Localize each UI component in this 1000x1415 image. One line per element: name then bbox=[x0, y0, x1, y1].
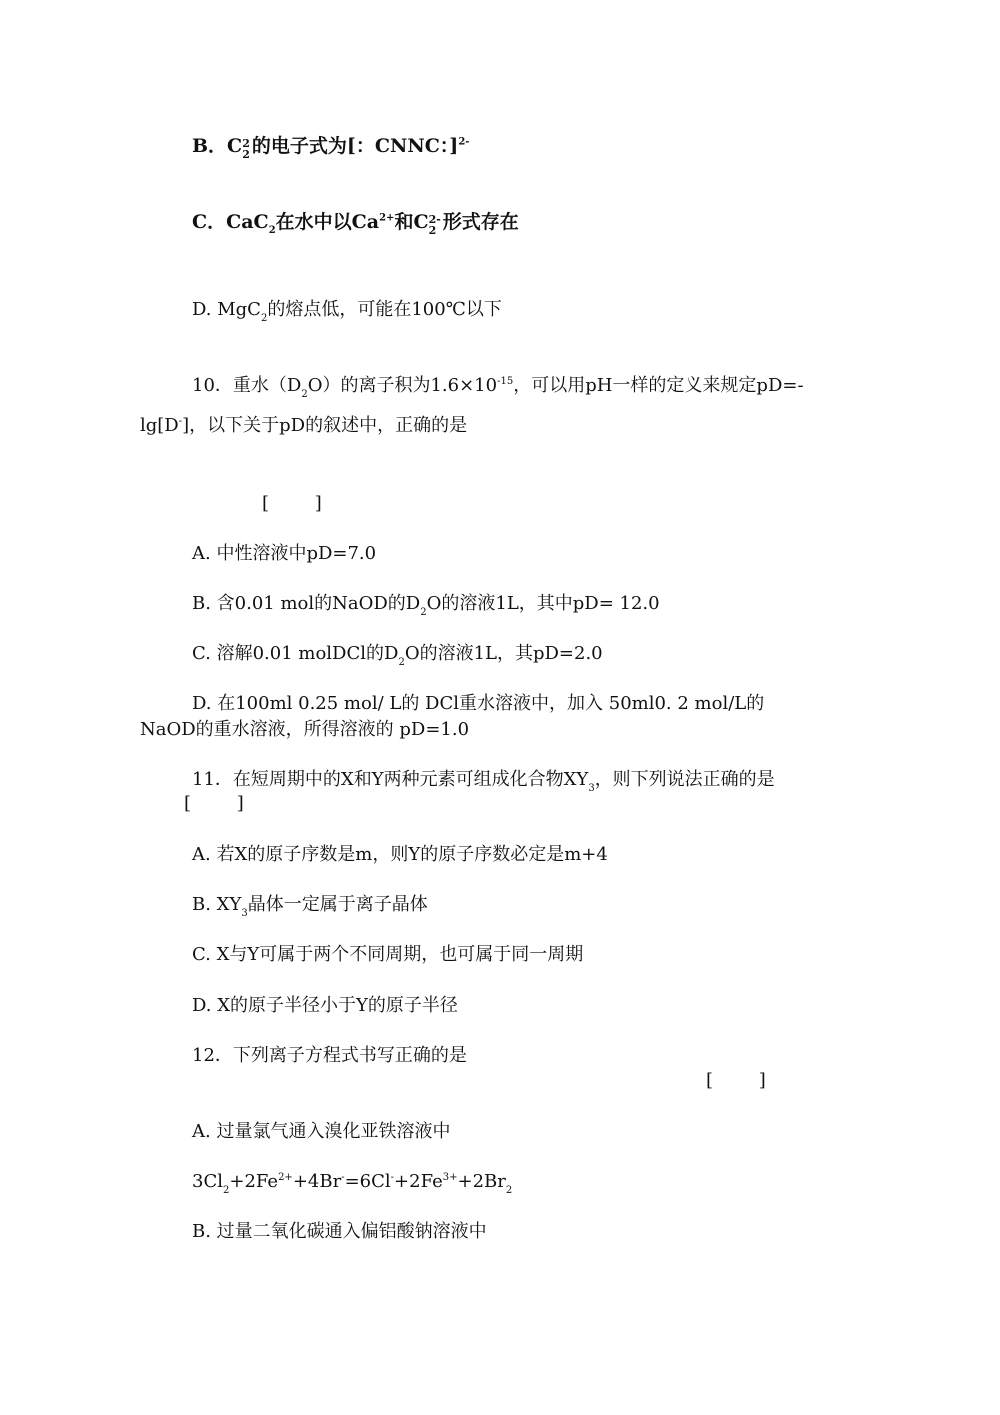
q9-option-d: D. MgC$_2$的熔点低，可能在100℃以下 bbox=[192, 299, 502, 324]
q9-option-c: C．CaC$_2$在水中以$Ca^{2+}$和C 2- 2 形式存在 bbox=[192, 211, 519, 237]
q10-option-d-line1: D. 在100ml 0.25 mol/ L的 DCl重水溶液中，加入 50ml0. 2 mol/L的 bbox=[192, 693, 765, 714]
q10-stem-line2: lg[D-]，以下关于pD的叙述中，正确的是 bbox=[140, 415, 468, 436]
q10-option-d-line2: NaOD的重水溶液，所得溶液的 pD=1.0 bbox=[140, 719, 470, 740]
q12-stem: 12．下列离子方程式书写正确的是 bbox=[192, 1045, 467, 1066]
q12-option-b: B. 过量二氧化碳通入偏铝酸钠溶液中 bbox=[192, 1221, 487, 1242]
q11-option-d: D. X的原子半径小于Y的原子半径 bbox=[192, 995, 458, 1016]
q11-option-c: C. X与Y可属于两个不同周期，也可属于同一周期 bbox=[192, 944, 584, 965]
q11-stem: 11．在短周期中的X和Y两种元素可组成化合物$XY_3$，则下列说法正确的是 bbox=[192, 769, 775, 794]
q10-option-a: A. 中性溶液中pD=7.0 bbox=[192, 543, 377, 564]
q11-option-b: B. $XY_3$晶体一定属于离子晶体 bbox=[192, 894, 428, 919]
q11-answer-bracket: [ ] bbox=[184, 793, 244, 814]
q10-answer-bracket: [ ] bbox=[262, 493, 322, 514]
q10-option-b: B. 含0.01 mol的NaOD的$D_2O$的溶液1L，其中pD= 12.0 bbox=[192, 593, 660, 618]
q11-option-a: A. 若X的原子序数是m，则Y的原子序数必定是m+4 bbox=[192, 844, 608, 865]
q12-option-a-equation: $3Cl_2+2Fe^{2+}+4Br^-=6Cl^-+2Fe^{3+}+2Br_2$ bbox=[192, 1171, 513, 1196]
q10-stem-line1: 10．重水$(D_2O)$的离子积为$1.6\times 10^{-15}$，可以用pH一样的定义来规定pD=- bbox=[192, 375, 804, 400]
q10-option-c: C. 溶解0.01 molDCl的$D_2O$的溶液1L，其pD=2.0 bbox=[192, 643, 603, 668]
q9-option-b: B．C 2 2 的电子式为[：CNNC：]$^{2-}$ bbox=[192, 135, 470, 161]
q12-answer-bracket: [ ] bbox=[706, 1070, 766, 1091]
q12-option-a: A. 过量氯气通入溴化亚铁溶液中 bbox=[192, 1121, 451, 1142]
